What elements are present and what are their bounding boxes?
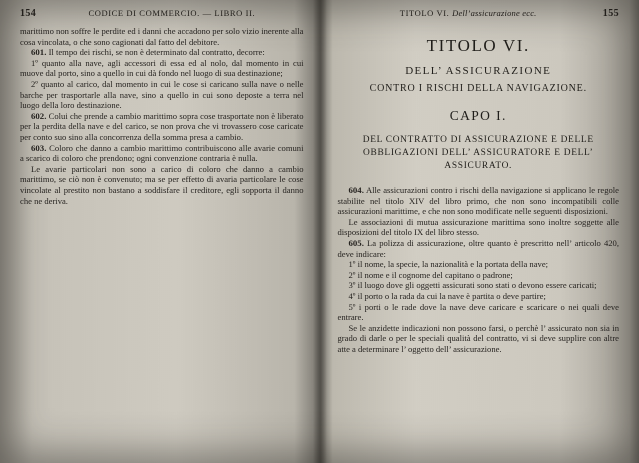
paragraph [338, 291, 620, 302]
paragraph [20, 143, 304, 164]
right-running-title-caps: TITOLO VI. [399, 8, 450, 18]
paragraph-text: Le associazioni di mutua assicurazione marittima sono inoltre soggette alle disposizioni del titolo IX del libro stesso. [337, 216, 619, 238]
paragraph [338, 259, 620, 270]
right-running-head [338, 8, 620, 20]
paragraph-text: 1º il nome, la specie, la nazionalità e la portata della nave; [348, 259, 549, 270]
paragraph-text: 5º i porti o le rade dove la nave deve caricare e scaricare o nei quali deve entrare. [337, 301, 619, 323]
paragraph [20, 26, 304, 47]
paragraph-text: Le avarie particolari non sono a carico di coloro che danno a cambio marittimo, se ciò non è convenuto; ma se per effetto di avaria particolare le cose vincolate al prestito non bastano a soddisfare il creditore, egli sopporta il danno che ne deriva. [20, 163, 304, 206]
paragraph-text: Colui che prende a cambio marittimo sopra cose trasportate non è liberato per la perdita della nave e del carico, se non prova che vi trovassero cose caricate per conto suo sino alla concorrenza della somma presa a cambio. [20, 110, 304, 142]
right-text-column [338, 185, 620, 355]
section-subtitle-2: CONTRO I RISCHI DELLA NAVIGAZIONE. [369, 83, 587, 94]
section-subtitle-1: DELL’ ASSICURAZIONE [405, 65, 552, 77]
left-folio-number: 154 [20, 8, 37, 19]
article-number: 605. [348, 237, 364, 248]
right-running-title-italic: Dell’assicurazione ecc. [452, 8, 537, 18]
paragraph [20, 47, 304, 58]
left-running-head [20, 8, 304, 20]
right-running-title [338, 8, 599, 18]
left-text-column [20, 26, 304, 206]
paragraph [338, 217, 620, 238]
paragraph-text: Coloro che danno a cambio marittimo contribuiscono alle avarie comuni a scarico di coloro che prendono; ogni convenzione contraria è nulla. [20, 142, 304, 164]
paragraph-text: 3º il luogo dove gli oggetti assicurati sono stati o devono essere caricati; [348, 280, 597, 291]
paragraph-text: 2º il nome e il cognome del capitano o padrone; [348, 269, 513, 280]
right-page [320, 0, 639, 463]
paragraph-text: Alle assicurazioni contro i rischi della navigazione si applicano le regole stabilite nel titolo XIV del libro primo, che non sono incompatibili colle assicurazioni marittime, e che non sono modificate nelle seguenti disposizioni. [337, 185, 619, 217]
paragraph-text: 1º quanto alla nave, agli accessori di essa ed al nolo, dal momento in cui muove dal porto, sino a quello in cui dà fondo nel luogo di sua destinazione; [20, 57, 304, 79]
paragraph-text: 4º il porto o la rada da cui la nave è partita o deve partire; [348, 290, 546, 301]
paragraph-text: 2º quanto al carico, dal momento in cui le cose si caricano sulla nave o nelle barche per trasportarle alla nave, sino a quello in cui sono deposte a terra nel luogo della loro destinazione. [20, 78, 304, 111]
paragraph [338, 302, 620, 323]
article-number: 603. [31, 142, 47, 153]
paragraph-text: La polizza di assicurazione, oltre quanto è prescritto nell’ articolo 420, deve indicare: [337, 237, 619, 259]
paragraph [338, 280, 620, 291]
paragraph-text: Se le anzidette indicazioni non possono farsi, o perchè l’ assicurato non sia in grado di darle o per le speciali qualità del contratto, vi si deve supplire con altre atte a determinare l’ oggetto dell’ assicurazione. [337, 322, 619, 354]
paragraph [338, 323, 620, 355]
right-folio-number: 155 [602, 8, 619, 19]
article-number: 602. [31, 110, 47, 121]
paragraph [338, 238, 620, 259]
chapter-subtitle: DEL CONTRATTO DI ASSICURAZIONE E DELLE OBBLIGAZIONI DELL’ ASSICURATORE E DELL’ ASSICURATO. [362, 135, 594, 171]
paragraph [338, 270, 620, 281]
paragraph [20, 79, 304, 111]
left-running-title: CODICE DI COMMERCIO. — LIBRO II. [88, 8, 256, 18]
article-number: 601. [31, 47, 47, 58]
paragraph-text: marittimo non soffre le perdite ed i danni che accadono per solo vizio inerente alla cosa vincolata, o che sono cagionati dal fatto del debitore. [20, 26, 304, 47]
paragraph [20, 58, 304, 79]
paragraph [20, 164, 304, 206]
paragraph [20, 111, 304, 143]
paragraph [338, 185, 620, 217]
article-number: 604. [348, 185, 364, 195]
section-title: TITOLO VI. [426, 36, 530, 55]
paragraph-text: Il tempo dei rischi, se non è determinato dal contratto, decorre: [48, 47, 265, 58]
chapter-title: CAPO I. [449, 108, 507, 123]
